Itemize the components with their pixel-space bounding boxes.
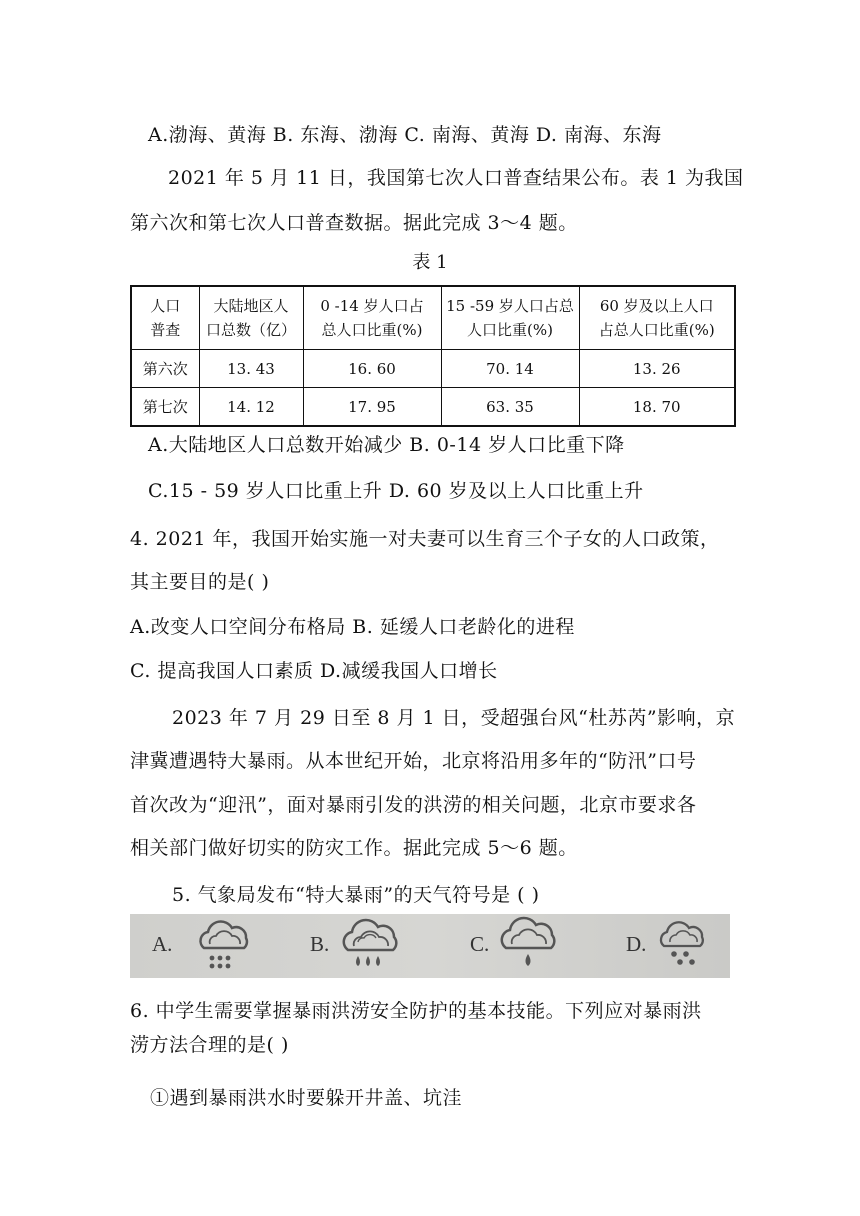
header-age-60-plus: 60 岁及以上人口 占总人口比重(%) [579, 286, 735, 350]
intro-q5-6-line3: 首次改为“迎汛”，面对暴雨引发的洪涝的相关问题，北京市要求各 [130, 794, 697, 816]
option-letter: C. [470, 932, 490, 956]
table-row [131, 388, 735, 427]
option-letter: A. [152, 932, 173, 956]
weather-option-c [466, 914, 596, 978]
weather-symbols-photo [130, 914, 730, 978]
table-caption: 表 1 [412, 252, 448, 273]
cloud-drizzle-icon [190, 914, 260, 978]
weather-option-a [144, 914, 274, 978]
header-census: 人口 普查 [131, 286, 199, 350]
q3-options-cd: C.15 - 59 岁人口比重上升 D. 60 岁及以上人口比重上升 [148, 480, 644, 502]
q6-stem-line2: 涝方法合理的是( ) [130, 1034, 289, 1056]
q2-options: A.渤海、黄海 B. 东海、渤海 C. 南海、黄海 D. 南海、东海 [148, 124, 662, 146]
weather-option-b [308, 914, 438, 978]
intro-q5-6-line2: 津冀遭遇特大暴雨。从本世纪开始，北京将沿用多年的“防汛”口号 [130, 750, 697, 772]
q4-options-ab: A.改变人口空间分布格局 B. 延缓人口老龄化的进程 [130, 616, 575, 638]
q4-options-cd: C. 提高我国人口素质 D.减缓我国人口增长 [130, 660, 498, 682]
table-row [131, 350, 735, 388]
header-total-population: 大陆地区人 口总数（亿） [199, 286, 303, 350]
cloud-heavy-rain-icon [336, 914, 416, 978]
q5-stem: 5. 气象局发布“特大暴雨”的天气符号是 ( ) [172, 884, 540, 906]
table-cell: 18. 70 [579, 388, 735, 427]
option-letter: B. [310, 932, 330, 956]
intro-q3-4-line2: 第六次和第七次人口普查数据。据此完成 3～4 题。 [130, 212, 578, 234]
option-letter: D. [626, 932, 647, 956]
q4-stem-line2: 其主要目的是( ) [130, 571, 270, 593]
table-cell: 63. 35 [441, 388, 579, 427]
table-cell: 17. 95 [303, 388, 441, 427]
q4-stem-line1: 4. 2021 年，我国开始实施一对夫妻可以生育三个子女的人口政策， [130, 528, 720, 550]
table-cell: 第七次 [131, 388, 199, 427]
header-age-0-14: 0 -14 岁人口占 总人口比重(%) [303, 286, 441, 350]
q6-item-1: ①遇到暴雨洪水时要躲开井盖、坑洼 [150, 1087, 463, 1109]
q6-stem-line1: 6. 中学生需要掌握暴雨洪涝安全防护的基本技能。下列应对暴雨洪 [130, 1000, 702, 1022]
table-cell: 14. 12 [199, 388, 303, 427]
weather-option-d [620, 914, 730, 978]
table-header-row [131, 286, 735, 350]
cloud-hail-icon [656, 914, 716, 978]
table-cell: 70. 14 [441, 350, 579, 388]
cloud-single-drop-icon [494, 914, 574, 978]
header-age-15-59: 15 -59 岁人口占总 人口比重(%) [441, 286, 579, 350]
intro-q5-6-line1: 2023 年 7 月 29 日至 8 月 1 日，受超强台风“杜苏芮”影响，京 [172, 707, 736, 729]
intro-q5-6-line4: 相关部门做好切实的防灾工作。据此完成 5～6 题。 [130, 837, 578, 859]
table-cell: 13. 43 [199, 350, 303, 388]
table-cell: 第六次 [131, 350, 199, 388]
q3-options-ab: A.大陆地区人口总数开始减少 B. 0-14 岁人口比重下降 [148, 434, 625, 456]
intro-q3-4-line1: 2021 年 5 月 11 日，我国第七次人口普查结果公布。表 1 为我国 [168, 167, 744, 189]
population-census-table [130, 285, 736, 427]
table-cell: 16. 60 [303, 350, 441, 388]
table-cell: 13. 26 [579, 350, 735, 388]
